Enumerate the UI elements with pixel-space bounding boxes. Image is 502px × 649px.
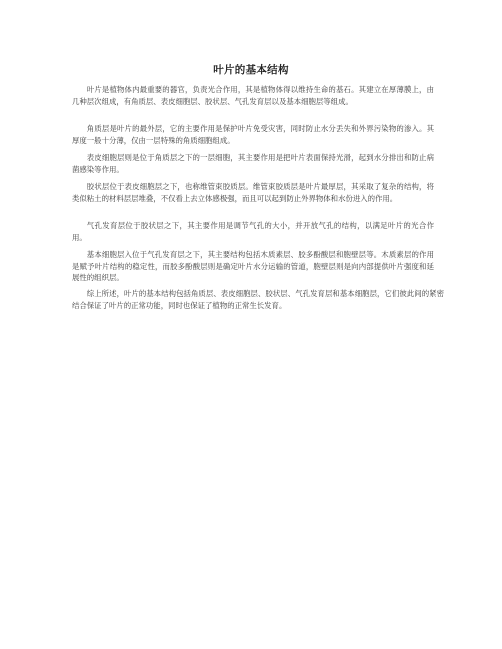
paragraph: 角质层是叶片的最外层，它的主要作用是保护叶片免受灾害，同时防止水分丢失和外界污染物的渗入。其厚度一般十分薄，仅由一层特殊的角质细胞组成。 [72, 124, 434, 145]
paragraph: 叶片是植物体内最重要的器官，负责光合作用，其是植物体得以维持生命的基石。其建立在厚薄膜上，由几种层次组成，有角质层、表皮细胞层、胶状层、气孔发育层以及基本细胞层等组成。 [72, 85, 434, 106]
paragraph: 气孔发育层位于胶状层之下，其主要作用是调节气孔的大小，并开放气孔的结构，以满足叶片的光合作用。 [72, 221, 434, 242]
paragraph: 综上所述，叶片的基本结构包括角质层、表皮细胞层、胶状层、气孔发育层和基本细胞层，它们彼此间的紧密结合保证了叶片的正常功能，同时也保证了植物的正常生长发育。 [72, 289, 444, 310]
paragraph: 表皮细胞层则是位于角质层之下的一层细胞，其主要作用是把叶片表面保持光滑，起到水分排出和防止病菌感染等作用。 [72, 153, 434, 174]
paragraph: 胶状层位于表皮细胞层之下，也称维管束胶质层。维管束胶质层是叶片最厚层，其采取了复杂的结构，将类似粘土的材料层层堆叠，不仅看上去立体感极强，而且可以起到防止外界物体和水份进入的作用。 [72, 182, 434, 203]
paragraph: 基本细胞层入位于气孔发育层之下，其主要结构包括木质素层、胶多酚酸层和胞壁层等。木质素层的作用是赋予叶片结构的稳定性，而胶多酚酸层则是确定叶片水分运输的管道，胞壁层则是向内部提供叶片强度和延展性的组织层。 [72, 250, 434, 283]
document-title: 叶片的基本结构 [213, 64, 289, 76]
